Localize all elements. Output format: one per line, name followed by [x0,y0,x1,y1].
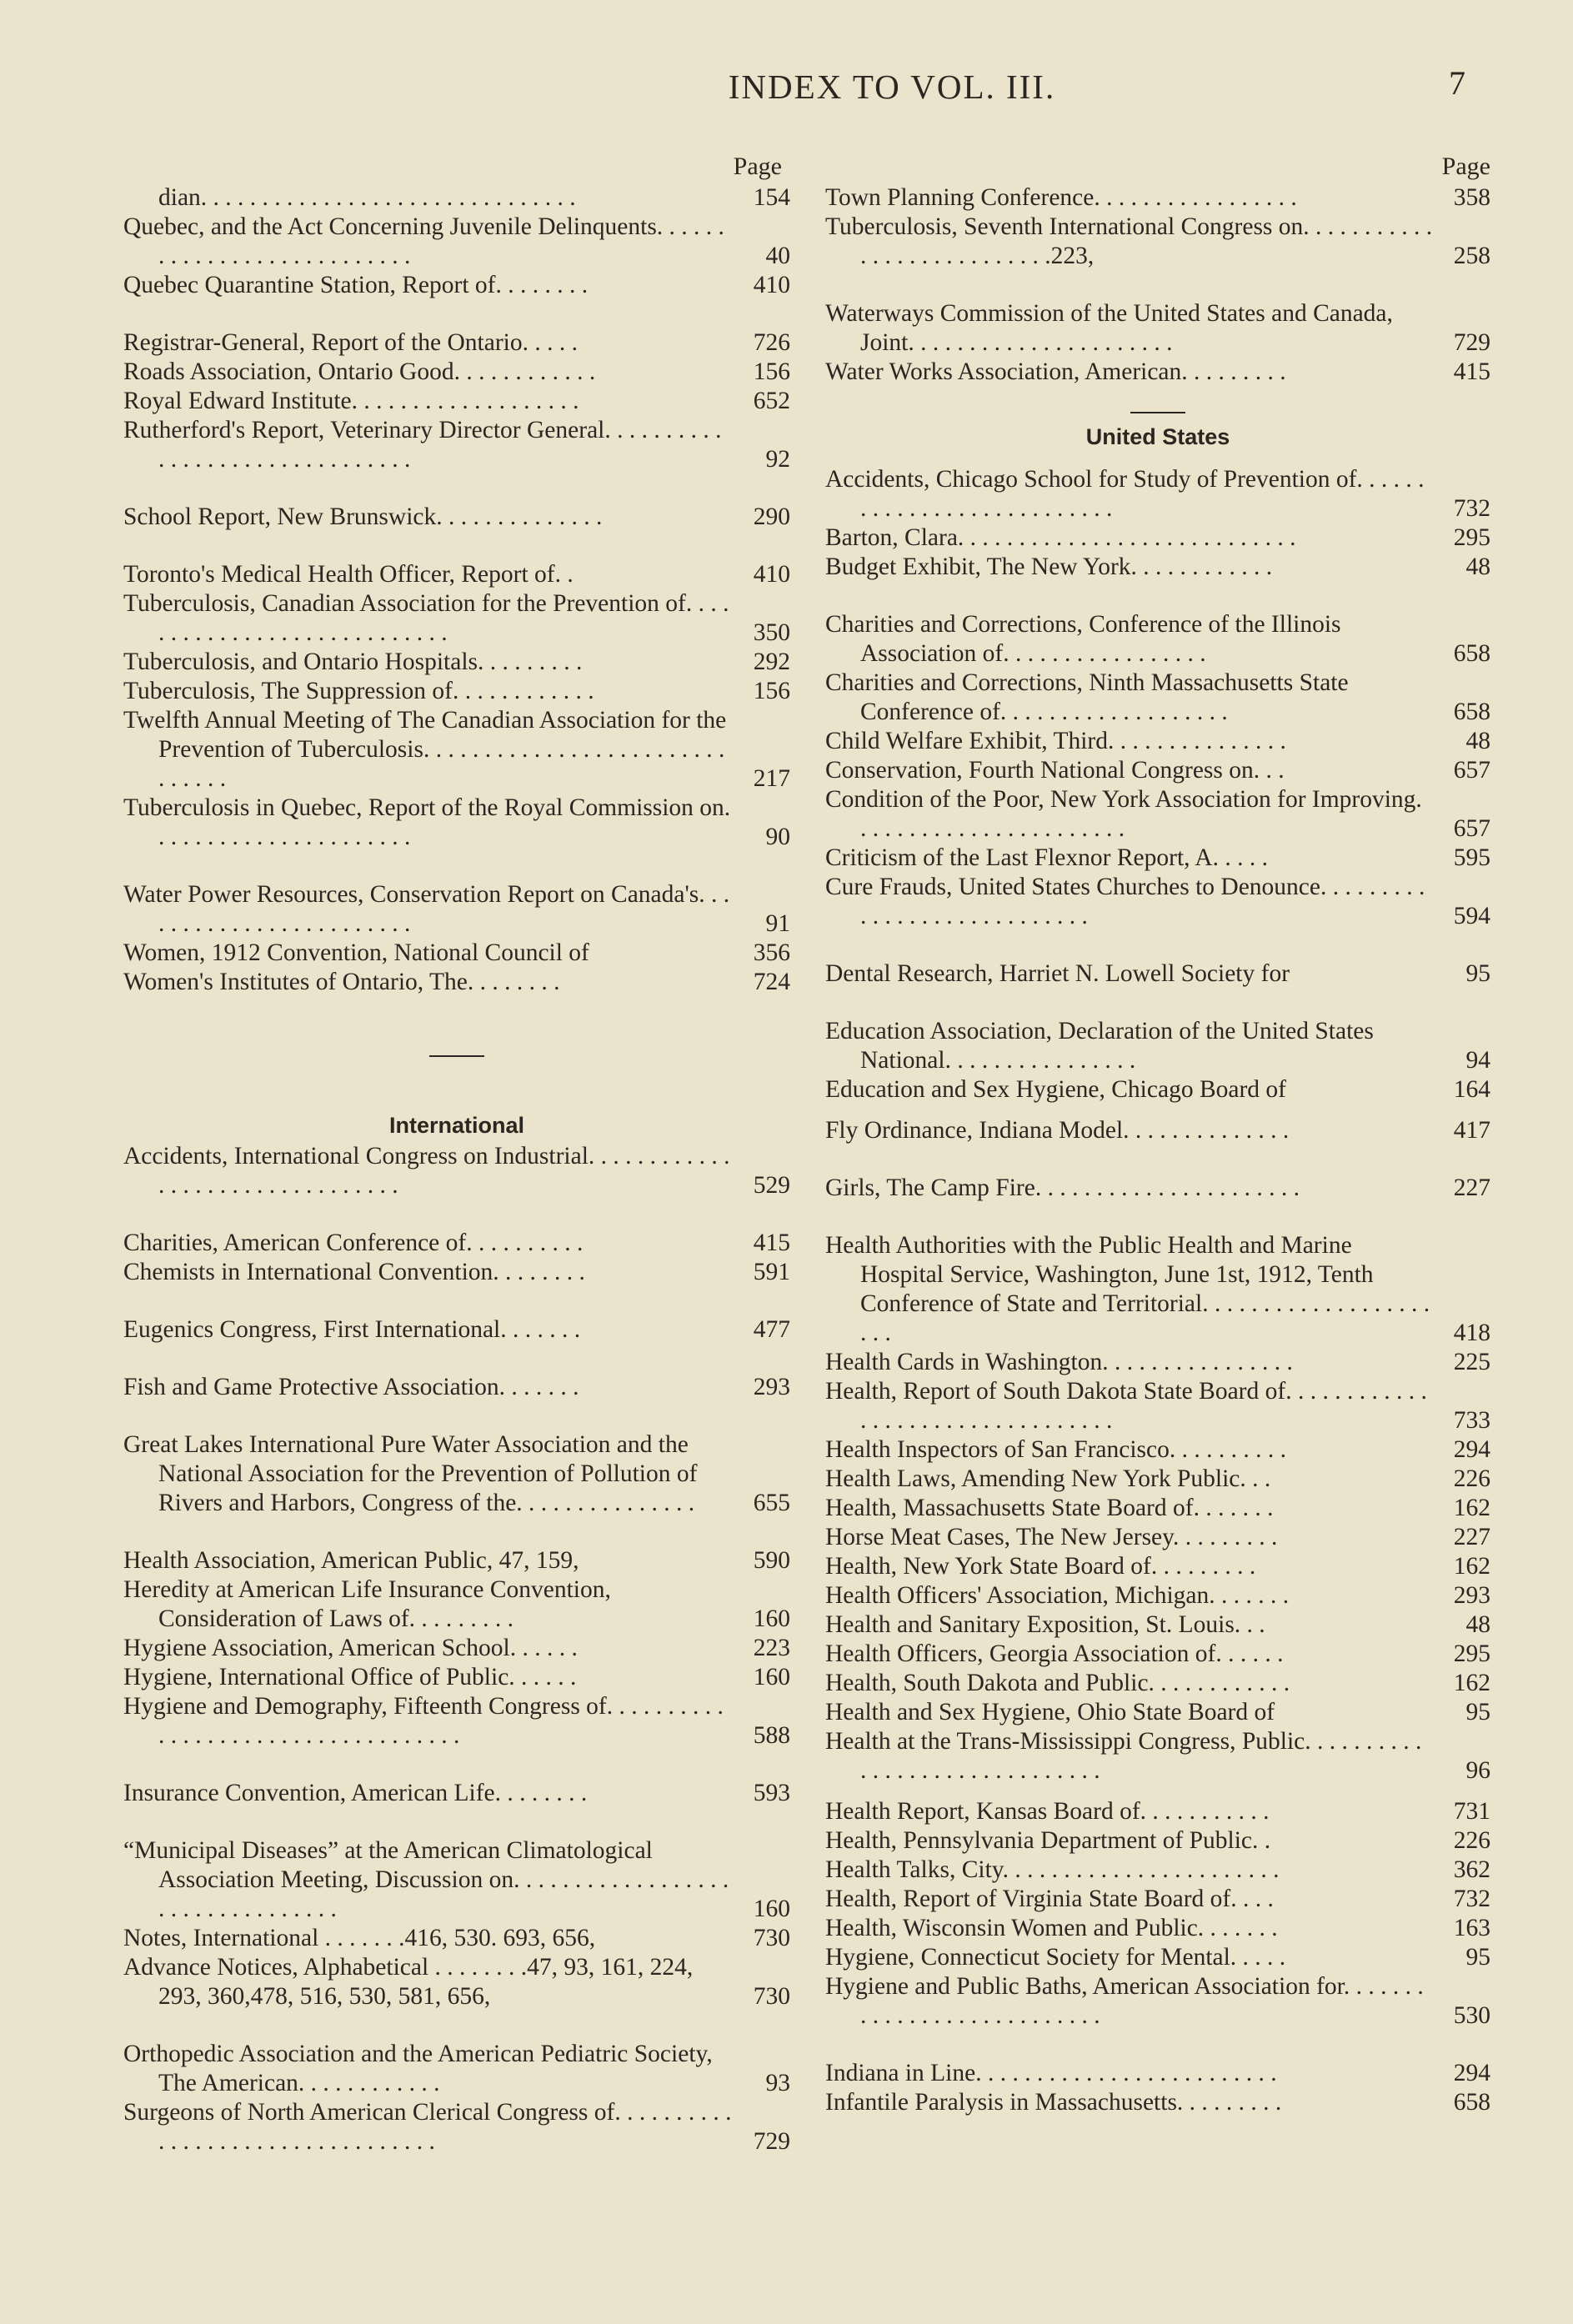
index-entry-text: Registrar-General, Report of the Ontario. . . . . [123,329,578,356]
index-entry [123,2098,790,2156]
index-entry-page: 294 [1453,2060,1490,2086]
index-entry-page: 477 [753,1316,790,1343]
right-column [825,150,1490,2117]
index-group [123,1430,790,1518]
index-entry-text: Health, Report of South Dakota State Board of. . . . . . . . . . . . . . . . . . . . . . . . . . . . . . . . . [825,1378,1427,1434]
index-entry [123,648,790,677]
index-entry-page: 156 [753,358,790,385]
index-entry [825,1914,1490,1943]
index-entry [825,1017,1490,1075]
index-entry-page: 223 [753,1635,790,1661]
index-entry-page: 93 [765,2070,790,2096]
index-entry-text: Health, New York State Board of. . . . . . . . . [825,1553,1256,1580]
section-heading-international: International [388,1113,524,1138]
index-entry-text: Charities and Corrections, Ninth Massachusetts State Conference of. . . . . . . . . . . . . . . . . . . [825,669,1349,725]
index-entry-text: Cure Frauds, United States Churches to Denounce. . . . . . . . . . . . . . . . . . . . . . . . . . . . [825,874,1425,929]
index-entry-text: Health and Sanitary Exposition, St. Louis. . . [825,1611,1265,1638]
index-entry [825,465,1490,523]
index-entry-page: 96 [1465,1757,1490,1784]
index-entry-text: Condition of the Poor, New York Association for Improving. . . . . . . . . . . . . . . . . . . . . . . [825,786,1422,842]
index-entry [825,2088,1490,2117]
index-entry-text: Chemists in International Convention. . . . . . . . [123,1259,585,1285]
index-entry-text: Insurance Convention, American Life. . . . . . . . [123,1780,588,1806]
index-group [825,610,1490,931]
index-entry [825,1727,1490,1786]
section-heading-united-states: United States [1085,424,1230,449]
index-entry-page: 724 [753,969,790,995]
index-entry [825,1640,1490,1669]
index-entry-text: Budget Exhibit, The New York. . . . . . . . . . . . [825,553,1273,580]
index-entry [123,677,790,706]
index-entry [123,794,790,852]
index-entry-page: 415 [753,1230,790,1256]
index-entry-text: Advance Notices, Alphabetical . . . . . . . .47, 93, 161, 224, 293, 360,478, 516, 530, 581, 656, [123,1954,694,2010]
index-entry [123,1779,790,1808]
index-entry [123,271,790,300]
index-entry [825,1972,1490,2031]
index-entry-text: Women's Institutes of Ontario, The. . . . . . . . [123,969,560,995]
index-entry-text: Child Welfare Exhibit, Third. . . . . . . . . . . . . . . [825,728,1286,754]
index-group [123,1836,790,2011]
index-entry-text: Health, Massachusetts State Board of. . . . . . . [825,1495,1274,1521]
index-entry-text: Dental Research, Harriet N. Lowell Society for [825,960,1290,987]
index-entry-page: 40 [765,243,790,269]
index-entry [123,939,790,968]
index-entry [825,213,1490,271]
index-entry-text: Orthopedic Association and the American Pediatric Society, The American. . . . . . . . . . . . [123,2041,713,2096]
index-group [825,1231,1490,1786]
index-entry [825,553,1490,582]
index-group [123,1142,790,1200]
index-entry-page: 95 [1465,1944,1490,1971]
index-group [123,503,790,532]
index-group [825,299,1490,387]
index-entry-page: 95 [1465,1699,1490,1725]
index-entry-text: Health, South Dakota and Public. . . . . . . . . . . . [825,1670,1290,1696]
index-entry-text: dian. . . . . . . . . . . . . . . . . . . . . . . . . . . . . . . [158,184,576,211]
index-entry-page: 732 [1453,1886,1490,1912]
index-entry-page: 410 [753,272,790,298]
index-entry-text: Great Lakes International Pure Water Association and the National Association for the Prevention of Pollution of Rivers and Harbors, Congress of the. . . . . . . . . . . . . . . [123,1431,698,1516]
index-group [825,1797,1490,2031]
index-entry-page: 92 [765,446,790,473]
index-entry-page: 226 [1453,1827,1490,1854]
index-entry-page: 295 [1453,524,1490,551]
index-entry-page: 733 [1453,1407,1490,1434]
index-entry-text: Tuberculosis, Canadian Association for the Prevention of. . . . . . . . . . . . . . . . . . . . . . . . . . . . [123,590,729,646]
index-entry [825,610,1490,669]
index-entry-text: Conservation, Fourth National Congress on. . . [825,757,1285,784]
index-entry-text: Hygiene and Demography, Fifteenth Congress of. . . . . . . . . . . . . . . . . . . . . . . . . . . . . . . . . . . [123,1693,724,1749]
index-entry-page: 658 [1453,640,1490,667]
index-entry [825,1797,1490,1826]
index-entry [123,1546,790,1575]
index-entry [123,1430,790,1518]
index-group [123,183,790,300]
index-entry [123,183,790,213]
index-entry [825,1943,1490,1972]
index-entry-text: Health Talks, City. . . . . . . . . . . . . . . . . . . . . . . [825,1856,1280,1883]
index-group [123,560,790,852]
index-group [123,2040,790,2156]
index-entry [123,1229,790,1258]
index-entry-page: 415 [1453,358,1490,385]
index-entry [825,1610,1490,1640]
index-entry-page: 94 [1465,1047,1490,1074]
index-entry-text: Notes, International . . . . . . .416, 530. 693, 656, [123,1925,596,1951]
index-entry [825,844,1490,873]
index-entry-page: 293 [753,1374,790,1400]
index-entry-page: 292 [753,649,790,675]
index-entry [123,416,790,474]
index-entry-text: Women, 1912 Convention, National Council of [123,939,589,966]
index-entry-text: Toronto's Medical Health Officer, Report of. . [123,561,574,588]
index-entry-page: 350 [753,619,790,646]
index-entry-page: 160 [753,1896,790,1922]
index-entry-page: 293 [1453,1582,1490,1609]
page-number: 7 [1449,64,1465,102]
index-entry [123,1373,790,1402]
index-entry-page: 358 [1453,184,1490,211]
index-entry [825,1116,1490,1145]
index-entry [825,1348,1490,1377]
index-entry-page: 594 [1453,903,1490,929]
index-entry [825,358,1490,387]
index-entry [825,1075,1490,1104]
index-entry-text: Health Cards in Washington. . . . . . . . . . . . . . . . [825,1349,1293,1375]
index-entry [123,1924,790,1953]
index-entry-text: Criticism of the Last Flexnor Report, A. . . . . [825,844,1268,871]
index-entry-text: Health Laws, Amending New York Public. . . [825,1465,1271,1492]
index-entry [825,1581,1490,1610]
index-entry-page: 226 [1453,1465,1490,1492]
index-entry-text: Fly Ordinance, Indiana Model. . . . . . . . . . . . . . [825,1117,1290,1144]
index-entry [825,1698,1490,1727]
index-entry-text: Indiana in Line. . . . . . . . . . . . . . . . . . . . . . . . . [825,2060,1277,2086]
index-group [123,1229,790,1287]
running-title: INDEX TO VOL. III. [728,68,1056,106]
index-entry-page: 290 [753,503,790,530]
index-entry [123,880,790,939]
index-entry-page: 652 [753,388,790,414]
index-entry-page: 729 [753,2128,790,2155]
index-entry-page: 418 [1453,1320,1490,1346]
index-entry [825,1174,1490,1203]
index-entry [123,213,790,271]
index-entry-text: Quebec, and the Act Concerning Juvenile Delinquents. . . . . . . . . . . . . . . . . . . . . . . . . . . [123,213,724,269]
left-column [123,150,790,2156]
index-entry [123,1634,790,1663]
page-header [0,63,1573,113]
index-entry-page: 362 [1453,1856,1490,1883]
index-entry [825,727,1490,756]
index-group [825,465,1490,582]
index-entry-page: 529 [753,1172,790,1199]
index-entry-text: Water Works Association, American. . . . . . . . . [825,358,1286,385]
index-entry [123,560,790,589]
index-entry [825,523,1490,553]
index-entry-page: 410 [753,561,790,588]
index-group [123,1315,790,1345]
index-entry-page: 658 [1453,2089,1490,2116]
index-entry-page: 164 [1453,1076,1490,1103]
index-entry-text: Eugenics Congress, First International. . . . . . . [123,1316,581,1343]
index-entry-text: Charities and Corrections, Conference of the Illinois Association of. . . . . . . . . . . . . . . . . [825,611,1341,667]
index-entry-text: Accidents, International Congress on Industrial. . . . . . . . . . . . . . . . . . . . . . . . . . . . . . . . [123,1143,730,1199]
page-column-label: Page [733,153,782,180]
index-entry [123,1258,790,1287]
index-entry-page: 356 [753,939,790,966]
index-entry [123,328,790,358]
index-entry-page: 417 [1453,1117,1490,1144]
index-entry-text: Health Officers, Georgia Association of. . . . . . [825,1640,1284,1667]
index-group [123,1546,790,1751]
index-entry-page: 657 [1453,815,1490,842]
index-entry-text: Tuberculosis, Seventh International Congress on. . . . . . . . . . . . . . . . . . . . . . . . . . .223, [825,213,1433,269]
index-entry [825,1552,1490,1581]
index-entry-page: 294 [1453,1436,1490,1463]
index-entry [123,358,790,387]
index-entry-page: 655 [753,1490,790,1516]
index-group [123,1779,790,1808]
index-entry-page: 48 [1465,728,1490,754]
index-entry-page: 595 [1453,844,1490,871]
index-entry-text: Health, Report of Virginia State Board of. . . . [825,1886,1274,1912]
index-entry-text: Education Association, Declaration of the United States National. . . . . . . . . . . . . . . . [825,1018,1374,1074]
index-group [825,1017,1490,1104]
index-entry-text: School Report, New Brunswick. . . . . . . . . . . . . . [123,503,603,530]
index-entry-page: 91 [765,910,790,937]
index-entry [825,299,1490,358]
index-entry [123,1575,790,1634]
index-group [825,1174,1490,1203]
index-entry-text: Water Power Resources, Conservation Report on Canada's. . . . . . . . . . . . . . . . . . . . . . . . [123,881,730,937]
index-entry-text: Hygiene and Public Baths, American Association for. . . . . . . . . . . . . . . . . . . . . . . . . . . [825,1973,1424,2029]
index-entry [825,1856,1490,1885]
index-entry-page: 731 [1453,1798,1490,1825]
index-entry-text: Tuberculosis, and Ontario Hospitals. . . . . . . . . [123,649,583,675]
index-entry-text: Waterways Commission of the United States and Canada, Joint. . . . . . . . . . . . . . . . . . . . . . [825,300,1393,356]
index-entry-page: 730 [753,1925,790,1951]
index-entry-page: 258 [1453,243,1490,269]
index-entry-page: 154 [753,184,790,211]
index-entry-text: “Municipal Diseases” at the American Climatological Association Meeting, Discussion on. . . . . . . . . . . . . . . . . . . . . . . . . . . . . . . . . [123,1837,729,1922]
index-entry [123,1315,790,1345]
index-entry-page: 217 [753,765,790,792]
index-entry-text: Surgeons of North American Clerical Congress of. . . . . . . . . . . . . . . . . . . . . . . . . . . . . . . . . [123,2099,732,2155]
index-entry [123,1953,790,2011]
index-entry [123,503,790,532]
index-entry-text: Tuberculosis in Quebec, Report of the Royal Commission on. . . . . . . . . . . . . . . . . . . . . . [123,794,731,850]
index-entry-page: 160 [753,1605,790,1632]
index-entry-text: Town Planning Conference. . . . . . . . . . . . . . . . . [825,184,1297,211]
index-entry-text: Fish and Game Protective Association. . . . . . . [123,1374,579,1400]
index-entry-page: 227 [1453,1524,1490,1550]
index-entry-page: 227 [1453,1175,1490,1201]
index-entry-page: 729 [1453,329,1490,356]
index-entry-page: 225 [1453,1349,1490,1375]
index-group [825,1116,1490,1145]
index-entry-page: 593 [753,1780,790,1806]
index-entry-text: Health Officers' Association, Michigan. . . . . . . [825,1582,1290,1609]
index-group [825,183,1490,271]
index-entry-page: 162 [1453,1553,1490,1580]
index-group [825,2059,1490,2117]
index-entry [123,387,790,416]
index-entry [825,1494,1490,1523]
index-entry-page: 588 [753,1722,790,1749]
index-group [825,959,1490,989]
index-entry-page: 590 [753,1547,790,1574]
index-entry-text: Girls, The Camp Fire. . . . . . . . . . . . . . . . . . . . . . [825,1175,1300,1201]
index-entry [825,756,1490,785]
index-entry-page: 48 [1465,553,1490,580]
index-entry [123,1836,790,1924]
index-entry-text: Health Authorities with the Public Health and Marine Hospital Service, Washington, June 1st, 1912, Tenth Conference of State and Territorial. . . . . . . . . . . . . . . . . . . . . . [825,1232,1430,1346]
index-entry-page: 530 [1453,2002,1490,2029]
index-group [123,880,790,997]
index-entry-page: 95 [1465,960,1490,987]
index-entry-page: 156 [753,678,790,704]
index-entry [825,785,1490,844]
index-entry-page: 732 [1453,495,1490,522]
index-entry-text: Health at the Trans-Mississippi Congress, Public. . . . . . . . . . . . . . . . . . . . . . . . . . . . . . [825,1728,1422,1784]
index-entry [825,1826,1490,1856]
index-entry-page: 162 [1453,1670,1490,1696]
index-entry [825,669,1490,727]
index-entry [825,1435,1490,1465]
index-entry [825,1465,1490,1494]
index-entry [825,1669,1490,1698]
index-entry-text: Hygiene Association, American School. . . . . . [123,1635,578,1661]
index-entry-text: Infantile Paralysis in Massachusetts. . . . . . . . . [825,2089,1282,2116]
index-entry-text: Twelfth Annual Meeting of The Canadian Association for the Prevention of Tuberculosis. . . . . . . . . . . . . . . . . . . . . . . . . . . . . . . [123,707,727,792]
index-group [123,1373,790,1402]
index-entry-text: Accidents, Chicago School for Study of Prevention of. . . . . . . . . . . . . . . . . . . . . . . . . . . [825,466,1425,522]
index-entry-text: Health Association, American Public, 47, 159, [123,1547,579,1574]
index-group [123,328,790,474]
index-entry-text: Health and Sex Hygiene, Ohio State Board of [825,1699,1275,1725]
index-entry-page: 160 [753,1664,790,1690]
index-entry-page: 657 [1453,757,1490,784]
index-entry-page: 658 [1453,699,1490,725]
index-entry-page: 726 [753,329,790,356]
index-entry [825,2059,1490,2088]
index-entry-text: Hygiene, Connecticut Society for Mental. . . . . [825,1944,1286,1971]
page-column-label-right: Page [1441,153,1490,180]
index-entry-text: Roads Association, Ontario Good. . . . . . . . . . . . [123,358,596,385]
index-entry-text: Education and Sex Hygiene, Chicago Board of [825,1076,1286,1103]
index-entry [123,1692,790,1751]
index-entry [825,1377,1490,1435]
index-entry [123,2040,790,2098]
index-entry [123,589,790,648]
index-entry-page: 163 [1453,1915,1490,1941]
index-entry-page: 730 [753,1983,790,2010]
index-entry-page: 162 [1453,1495,1490,1521]
index-entry-text: Rutherford's Report, Veterinary Director General. . . . . . . . . . . . . . . . . . . . . . . . . . . . . . . [123,417,722,473]
index-entry-text: Quebec Quarantine Station, Report of. . . . . . . . [123,272,589,298]
index-entry-text: Horse Meat Cases, The New Jersey. . . . . . . . . [825,1524,1278,1550]
index-entry-text: Charities, American Conference of. . . . . . . . . . [123,1230,584,1256]
index-entry [825,183,1490,213]
index-entry [123,1142,790,1200]
index-entry [123,706,790,794]
index-entry-text: Health, Wisconsin Women and Public. . . . . . . [825,1915,1278,1941]
index-entry-text: Heredity at American Life Insurance Convention, Consideration of Laws of. . . . . . . . . [123,1576,611,1632]
index-entry [123,968,790,997]
index-entry [825,959,1490,989]
index-entry [825,1523,1490,1552]
index-entry-page: 90 [765,824,790,850]
index-entry-text: Royal Edward Institute. . . . . . . . . . . . . . . . . . . [123,388,579,414]
index-entry [825,1885,1490,1914]
index-entry-page: 591 [753,1259,790,1285]
index-entry-text: Health Report, Kansas Board of. . . . . . . . . . . [825,1798,1270,1825]
index-entry-text: Health Inspectors of San Francisco. . . . . . . . . . [825,1436,1287,1463]
index-entry-text: Hygiene, International Office of Public. . . . . . [123,1664,577,1690]
index-entry [825,1231,1490,1348]
index-entry-text: Tuberculosis, The Suppression of. . . . . . . . . . . . [123,678,594,704]
index-entry [123,1663,790,1692]
index-entry [825,873,1490,931]
index-entry-text: Barton, Clara. . . . . . . . . . . . . . . . . . . . . . . . . . . . [825,524,1296,551]
index-entry-page: 48 [1465,1611,1490,1638]
index-entry-text: Health, Pennsylvania Department of Public. . [825,1827,1271,1854]
index-entry-page: 295 [1453,1640,1490,1667]
